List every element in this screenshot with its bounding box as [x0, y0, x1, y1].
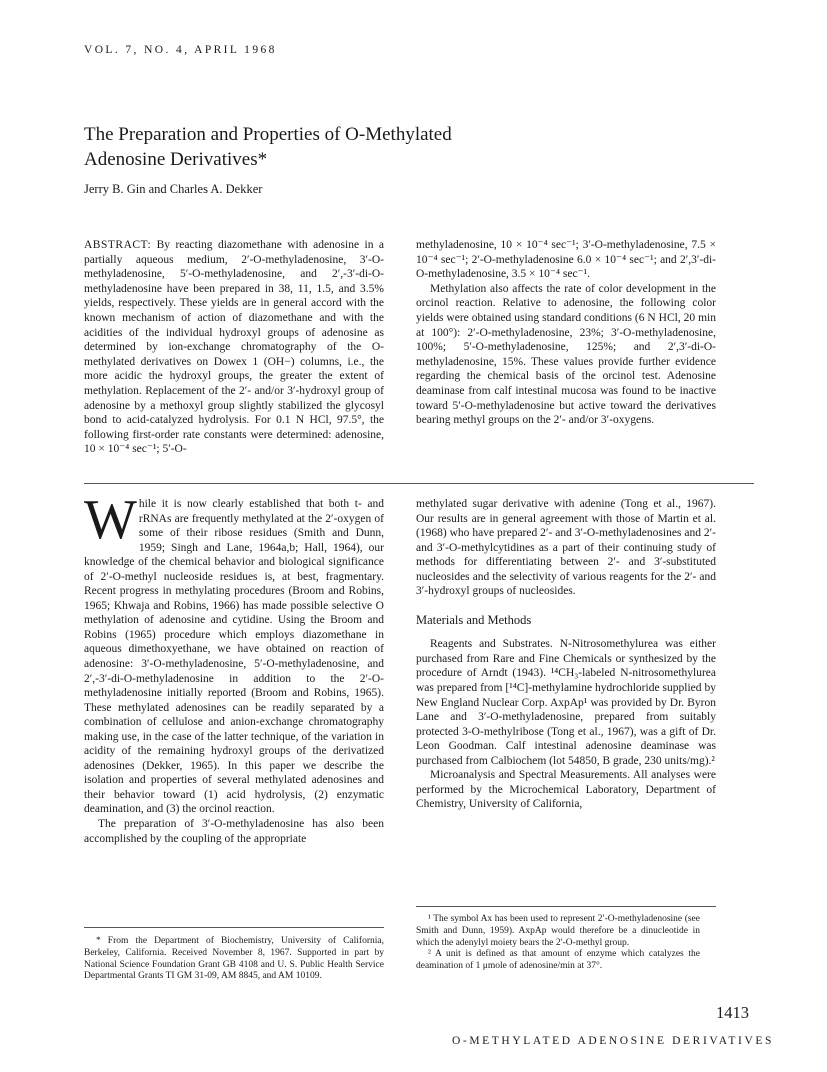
footnote-right: [416, 914, 700, 973]
title-line-1: The Preparation and Properties of O-Methylated: [84, 124, 452, 145]
abstract-text-left: By reacting diazomethane with adenosine in a partially aqueous medium, 2′-O-methyladenosine, 3′-O-methyladenosine, 5′-O-methyladenosine, and 2′,-3′-di-O-methyladenosine have been prepared in 38, 11, 1.5, and 3.5% yields, respectively. These yields are in general accord with the known mechanism of action of diazomethane and with the acidities of the individual hydroxyl groups of adenosine as determined by ion-exchange chromatography of the O-methylated derivatives on Dowex 1 (OH−) columns, i.e., the more acidic the hydroxyl groups, the greater the extent of methylation. Replacement of the 2′- and/or 3′-hydroxyl group of adenosine by a methoxyl group slightly stabilized the glycosyl bond to acid-catalyzed hydrolysis. For 0.1 N HCl, 97.5°, the following first-order rate constants were determined: adenosine, 10 × 10⁻⁴ sec⁻¹; 5′-O-: [84, 239, 384, 456]
footnote-2: ² A unit is defined as that amount of enzyme which catalyzes the deamination of 1 μmole of adenosine/min at 37°.: [416, 949, 700, 972]
title-line-2: Adenosine Derivatives*: [84, 149, 268, 170]
abstract-label: ABSTRACT:: [84, 239, 152, 251]
footnote-left: [84, 936, 384, 983]
footnote-affiliation: * From the Department of Biochemistry, University of California, Berkeley, California. Received November 8, 1967. Supported in part by National Science Foundation Grant GB 4108 and U. S. Public Health Service Departmental Grants TI GM 31-09, AM 8845, and AM 10109.: [84, 936, 384, 982]
section-divider: [84, 483, 754, 484]
article-title: [84, 122, 644, 172]
body-paragraph-1: hile it is now clearly established that both t- and rRNAs are frequently methylated at the 2′-oxygen of some of their ribose residues (Smith and Dunn, 1959; Singh and Lane, 1964a,b; Hall, 1964), our knowledge of the chemical behavior and biological significance of 2′-O-methyl nucleoside residues is, at best, fragmentary. Recent progress in methylating procedures (Broom and Robins, 1965; Khwaja and Robins, 1966) has made possible selective O methylation of adenosine and cytidine. Using the Broom and Robins (1965) procedure which employs diazomethane in aqueous dimethoxyethane, we have obtained on reaction of adenosine: 3′-O-methyladenosine, 5′-O-methyladenosine, and 2′,-3′-di-O-methyladenosine in addition to the 2′-O-methyladenosine initially reported (Broom and Robins, 1965). These methylated adenosines can be readily separated by a combination of cellulose and anion-exchange chromatography making use, in the case of the latter technique, of the variation in acidity of the remaining hydroxyl groups of the derivatized adenosines (Dekker, 1965). In this paper we describe the isolation and properties of several methylated adenosines and their behavior toward (1) acid hydrolysis, (2) enzymatic deamination, and (3) the orcinol reaction.: [84, 498, 384, 816]
abstract-text-right-1: methyladenosine, 10 × 10⁻⁴ sec⁻¹; 3′-O-methyladenosine, 7.5 × 10⁻⁴ sec⁻¹; 2′-O-methyladenosine 6.0 × 10⁻⁴ sec⁻¹; and 2′,3′-di-O-methyladenosine, 3.5 × 10⁻⁴ sec⁻¹.: [416, 239, 716, 281]
body-paragraph-2: The preparation of 3′-O-methyladenosine has also been accomplished by the coupling of the appropriate: [84, 818, 384, 845]
body-paragraph-3: methylated sugar derivative with adenine (Tong et al., 1967). Our results are in general agreement with those of Martin et al. (1968) who have prepared 2′- and 3′-O-methyladenosines and 2′- and 3′-O-methylcytidines as a part of their continuing study of methods for differentiating between 2′- and 3′-substituted nucleosides and the selectivity of various reagents for the 2′- and 3′-hydroxyl groups of nucleosides.: [416, 498, 716, 598]
abstract-right-column: [416, 238, 716, 428]
body-paragraph-5: Microanalysis and Spectral Measurements. All analyses were performed by the Microchemical Laboratory, Department of Chemistry, University of California,: [416, 769, 716, 811]
body-left-column: [84, 489, 384, 846]
section-heading: Materials and Methods: [416, 612, 532, 627]
abstract-text-right-2: Methylation also affects the rate of color development in the orcinol reaction. Relative to adenosine, the following color yields were obtained using standard conditions (6 N HCl, 20 min at 100°): 2′-O-methyladenosine, 23%; 3′-O-methyladenosine, 100%; 5′-O-methyladenosine, 125%; and 2′,3′-di-O-methyladenosine, 15%. These values provide further evidence regarding the chemical basis of the orcinol test. Adenosine deaminase from calf intestinal mucosa was found to be inactive toward 5′-O-methyladenosine but active toward the derivatives bearing methyl groups on the 2′- and/or 3′-oxygens.: [416, 282, 716, 427]
body-right-column: [416, 497, 716, 812]
abstract-left-column: [84, 238, 384, 457]
drop-cap: W: [84, 489, 137, 551]
authors: Jerry B. Gin and Charles A. Dekker: [84, 182, 263, 196]
footnote-rule-left: [84, 927, 384, 928]
body-paragraph-4: Reagents and Substrates. N-Nitrosomethylurea was either purchased from Rare and Fine Chemicals or synthesized by the procedure of Arndt (1943). ¹⁴CH₃-labeled N-nitrosomethylurea was prepared from [¹⁴C]-methylamine hydrochloride supplied by New England Nuclear Corp. AxpAp¹ was provided by Dr. Byron Lane and 3′-O-methyladenosine, prepared from suitably protected 3-O-methylribose (Tong et al., 1967), was a gift of Dr. Leon Goodman. Calf intestinal adenosine deaminase was purchased from Calbiochem (lot 54850, B grade, 230 units/mg).²: [416, 638, 716, 767]
page-number: 1413: [716, 1003, 749, 1022]
running-head: VOL. 7, NO. 4, APRIL 1968: [84, 44, 277, 56]
running-foot: O-METHYLATED ADENOSINE DERIVATIVES: [452, 1035, 775, 1047]
footnote-1: ¹ The symbol Ax has been used to represent 2′-O-methyladenosine (see Smith and Dunn, 1959). AxpAp would therefore be a dinucleotide in which the adenylyl moiety bears the 2′-O-methyl group.: [416, 914, 700, 948]
footnote-rule-right: [416, 906, 716, 907]
